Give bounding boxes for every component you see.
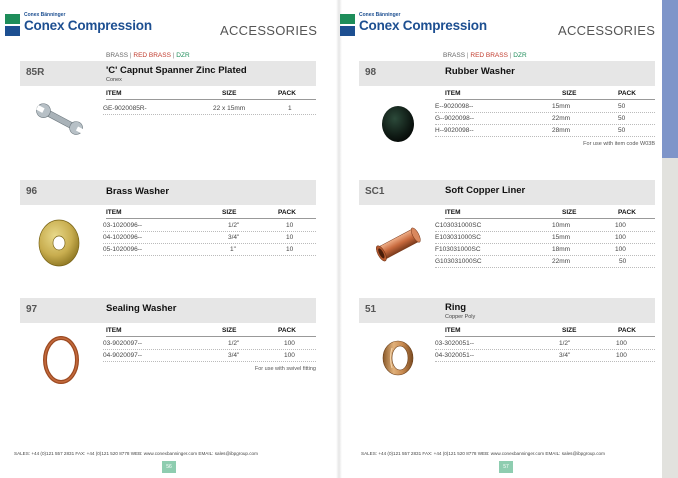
row-rule — [435, 112, 655, 113]
cell-item: 03-1020096-- — [103, 222, 143, 229]
cell-size: 18mm — [552, 246, 571, 253]
cell-pack: 100 — [615, 222, 626, 229]
cell-size: 10mm — [552, 222, 571, 229]
header-rule — [445, 218, 655, 219]
brand-logo — [5, 12, 152, 36]
cell-item: GE-9020085R- — [103, 105, 147, 112]
material-tags: BRASS | RED BRASS | DZR — [443, 52, 527, 59]
col-item: ITEM — [106, 209, 122, 216]
cell-item: 04-1020096-- — [103, 234, 143, 241]
col-item: ITEM — [106, 90, 122, 97]
col-size: SIZE — [222, 327, 237, 334]
col-pack: PACK — [618, 327, 636, 334]
row-rule — [103, 255, 316, 256]
spanner-icon — [34, 101, 86, 139]
row-rule — [435, 243, 655, 244]
product-98 — [359, 61, 659, 161]
footer-contact: SALES: +44 (0)121 557 2831 FAX: +44 (0)121 520 8778 WEB: www.conexbanninger.com EMAIL: sales@ibpgroup.com — [14, 451, 258, 456]
col-item: ITEM — [445, 327, 461, 334]
cell-size: 1/2" — [559, 340, 571, 347]
col-item: ITEM — [106, 327, 122, 334]
brand-logo — [340, 12, 487, 36]
col-size: SIZE — [562, 90, 577, 97]
col-item: ITEM — [445, 90, 461, 97]
cell-pack: 100 — [284, 352, 295, 359]
row-rule — [435, 361, 655, 362]
cell-item: C103031000SC — [435, 222, 482, 229]
cell-pack: 50 — [619, 258, 627, 265]
tag-brass: BRASS — [106, 52, 129, 59]
product-code: 96 — [26, 186, 38, 197]
product-code: 85R — [26, 67, 45, 78]
tag-brass: BRASS — [443, 52, 466, 59]
cell-item: E103031000SC — [435, 234, 481, 241]
cell-size: 1" — [230, 246, 236, 253]
product-code: SC1 — [365, 186, 385, 197]
col-pack: PACK — [618, 90, 636, 97]
product-85r — [20, 61, 320, 161]
cell-item: G103031000SC — [435, 258, 482, 265]
right-page — [339, 0, 678, 478]
cell-pack: 100 — [615, 246, 626, 253]
material-tags: BRASS | RED BRASS | DZR — [106, 52, 190, 59]
cell-size: 22 x 15mm — [213, 105, 246, 112]
cell-size: 3/4" — [228, 352, 240, 359]
product-96 — [20, 180, 320, 280]
row-rule — [103, 349, 316, 350]
brand-small: Conex Bänninger — [24, 12, 66, 18]
cell-size: 22mm — [552, 258, 571, 265]
page-title: ACCESSORIES — [558, 23, 656, 38]
cell-item: 03-3020051-- — [435, 340, 475, 347]
product-note: For use with item code W03B — [583, 141, 655, 147]
col-size: SIZE — [222, 209, 237, 216]
cell-item: H--9020098-- — [435, 127, 474, 134]
rubber-washer-icon — [380, 104, 416, 144]
cell-item: 04-9020097-- — [103, 352, 143, 359]
row-rule — [435, 349, 655, 350]
cell-size: 15mm — [552, 103, 571, 110]
cell-item: F103031000SC — [435, 246, 481, 253]
cell-item: 05-1020096-- — [103, 246, 143, 253]
cell-pack: 100 — [615, 234, 626, 241]
product-name: 'C' Capnut Spanner Zinc Plated — [106, 65, 247, 76]
product-sc1 — [359, 180, 659, 280]
ring-icon — [379, 338, 417, 378]
footer-contact: SALES: +44 (0)121 557 2831 FAX: +44 (0)121 520 8778 WEB: www.conexbanninger.com EMAIL: sales@ibpgroup.com — [361, 451, 605, 456]
row-rule — [103, 231, 316, 232]
product-code: 97 — [26, 304, 38, 315]
tag-red-brass: RED BRASS — [133, 52, 171, 59]
cell-size: 1/2" — [228, 222, 240, 229]
cell-pack: 100 — [616, 340, 627, 347]
product-name: Sealing Washer — [106, 303, 177, 314]
cell-size: 3/4" — [228, 234, 240, 241]
row-rule — [435, 124, 655, 125]
brass-washer-icon — [37, 218, 81, 268]
product-sub: Copper Poly — [445, 314, 476, 320]
cell-size: 1/2" — [228, 340, 240, 347]
product-header-bar — [359, 298, 655, 323]
page-number: 57 — [499, 461, 513, 473]
col-size: SIZE — [222, 90, 237, 97]
cell-item: 04-3020051-- — [435, 352, 475, 359]
cell-size: 28mm — [552, 127, 571, 134]
product-code: 98 — [365, 67, 377, 78]
row-rule — [435, 231, 655, 232]
cell-pack: 10 — [286, 222, 294, 229]
cell-size: 22mm — [552, 115, 571, 122]
cell-pack: 50 — [618, 127, 626, 134]
product-51 — [359, 298, 659, 398]
sealing-washer-icon — [42, 335, 80, 385]
col-size: SIZE — [562, 327, 577, 334]
row-rule — [435, 267, 655, 268]
row-rule — [435, 136, 655, 137]
cell-item: E--9020098-- — [435, 103, 474, 110]
cell-item: 03-9020097-- — [103, 340, 143, 347]
row-rule — [435, 255, 655, 256]
logo-mark-icon — [5, 14, 20, 36]
product-name: Ring — [445, 302, 467, 313]
copper-liner-icon — [371, 224, 427, 264]
brand-small: Conex Bänninger — [359, 12, 401, 18]
cell-pack: 100 — [284, 340, 295, 347]
cell-size: 15mm — [552, 234, 571, 241]
cell-size: 3/4" — [559, 352, 571, 359]
cell-pack: 10 — [286, 246, 294, 253]
col-size: SIZE — [562, 209, 577, 216]
col-pack: PACK — [278, 209, 296, 216]
tag-red-brass: RED BRASS — [470, 52, 508, 59]
cell-pack: 50 — [618, 115, 626, 122]
header-rule — [106, 336, 316, 337]
product-97 — [20, 298, 320, 398]
cell-pack: 100 — [616, 352, 627, 359]
row-rule — [103, 243, 316, 244]
tag-dzr: DZR — [176, 52, 190, 59]
product-sub: Conex — [106, 77, 122, 83]
header-rule — [106, 218, 316, 219]
product-note: For use with swivel fitting — [254, 366, 316, 372]
cell-pack: 50 — [618, 103, 626, 110]
row-rule — [103, 361, 316, 362]
brand-name: Conex Compression — [24, 18, 152, 33]
col-item: ITEM — [445, 209, 461, 216]
product-name: Brass Washer — [106, 186, 170, 197]
col-pack: PACK — [278, 327, 296, 334]
header-rule — [106, 99, 316, 100]
row-rule — [103, 114, 316, 115]
col-pack: PACK — [618, 209, 636, 216]
cell-pack: 1 — [288, 105, 292, 112]
logo-mark-icon — [340, 14, 355, 36]
header-rule — [445, 99, 655, 100]
product-code: 51 — [365, 304, 377, 315]
page-title: ACCESSORIES — [220, 23, 318, 38]
product-name: Soft Copper Liner — [445, 185, 526, 196]
cell-item: G--9020098-- — [435, 115, 475, 122]
product-name: Rubber Washer — [445, 66, 515, 77]
cell-pack: 10 — [286, 234, 294, 241]
tag-dzr: DZR — [513, 52, 527, 59]
header-rule — [445, 336, 655, 337]
page-number: 56 — [162, 461, 176, 473]
col-pack: PACK — [278, 90, 296, 97]
brand-name: Conex Compression — [359, 18, 487, 33]
